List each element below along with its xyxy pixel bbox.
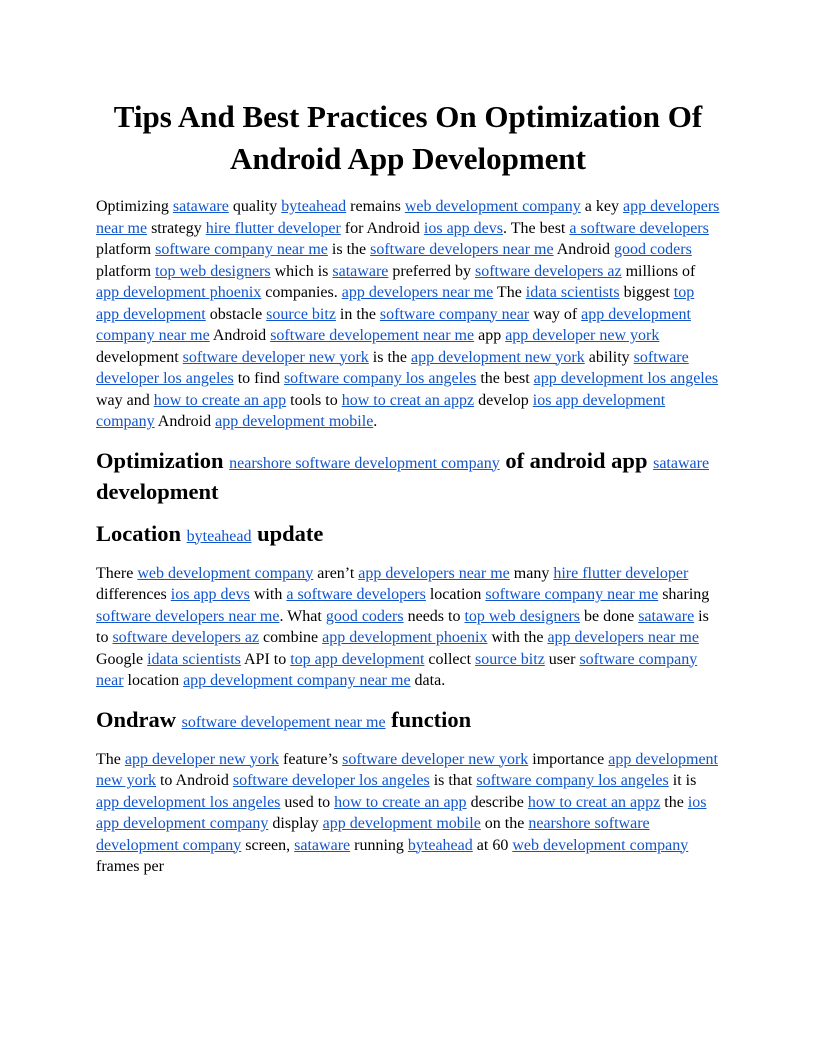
inline-link[interactable]: app developer new york — [124, 750, 280, 768]
inline-link[interactable]: app developers near me — [96, 198, 720, 237]
text-run: needs to — [403, 607, 465, 625]
inline-link[interactable]: software developer los angeles — [232, 772, 430, 789]
text-run: The — [493, 284, 526, 301]
inline-link[interactable]: how to creat an appz — [341, 391, 475, 409]
inline-link[interactable]: sataware — [653, 454, 710, 472]
inline-link[interactable]: software developer los angeles — [96, 348, 689, 387]
text-run: Android — [209, 327, 271, 344]
text-run: importance — [528, 750, 609, 768]
text-run: feature’s — [279, 750, 343, 768]
inline-link[interactable]: sataware — [332, 262, 389, 280]
text-run: API to — [240, 650, 291, 668]
inline-link[interactable]: app development los angeles — [96, 793, 281, 811]
text-run: a key — [580, 198, 623, 215]
text-run: display — [268, 815, 323, 832]
text-run: Optimizing — [96, 198, 173, 215]
inline-link[interactable]: app development company near me — [183, 672, 411, 689]
text-run: collect — [424, 650, 476, 668]
inline-link[interactable]: app developers near me — [358, 564, 510, 582]
text-run: many — [509, 564, 554, 582]
inline-link[interactable]: sataware — [638, 607, 695, 625]
text-run: development — [96, 478, 219, 504]
inline-link[interactable]: software developement near me — [270, 327, 475, 344]
inline-link[interactable]: app development new york — [411, 348, 585, 366]
text-run: location — [425, 586, 486, 603]
inline-link[interactable]: ios app development company — [96, 793, 707, 832]
text-run: running — [350, 836, 408, 854]
inline-link[interactable]: software developers az — [112, 629, 260, 646]
text-run: data. — [410, 672, 446, 689]
inline-link[interactable]: source bitz — [475, 650, 545, 668]
inline-link[interactable]: app developers near me — [547, 629, 699, 646]
text-run: way of — [529, 305, 582, 323]
text-run: update — [251, 520, 324, 546]
inline-link[interactable]: top app development — [290, 650, 425, 668]
inline-link[interactable]: software company near me — [485, 586, 659, 603]
inline-link[interactable]: app development phoenix — [96, 284, 262, 301]
text-run: Ondraw — [96, 706, 182, 732]
inline-link[interactable]: byteahead — [186, 527, 252, 545]
text-run: develop — [474, 391, 533, 409]
text-run: aren’t — [313, 564, 359, 582]
inline-link[interactable]: idata scientists — [147, 650, 241, 668]
inline-link[interactable]: top web designers — [155, 262, 271, 280]
text-run: sharing — [658, 586, 710, 603]
intro-paragraph — [96, 196, 720, 433]
text-run: development — [96, 348, 183, 366]
inline-link[interactable]: app development new york — [96, 750, 718, 789]
section-heading-optimization — [96, 447, 720, 506]
inline-link[interactable]: software company los angeles — [476, 772, 669, 789]
inline-link[interactable]: software developement near me — [181, 713, 386, 731]
text-run: is the — [327, 241, 371, 258]
inline-link[interactable]: software developers near me — [96, 607, 280, 625]
inline-link[interactable]: how to creat an appz — [527, 793, 661, 811]
text-run: at 60 — [472, 836, 513, 854]
inline-link[interactable]: app developer new york — [505, 327, 660, 344]
text-run: in the — [335, 305, 380, 323]
text-run: companies. — [261, 284, 342, 301]
text-run: The — [96, 750, 125, 768]
text-run: quality — [228, 198, 282, 215]
section-heading-location — [96, 520, 720, 551]
text-run: app — [474, 327, 506, 344]
inline-link[interactable]: idata scientists — [525, 284, 620, 301]
text-run: which is — [270, 262, 333, 280]
inline-link[interactable]: app development company near me — [96, 305, 691, 344]
inline-link[interactable]: sataware — [294, 836, 351, 854]
text-run: preferred by — [388, 262, 475, 280]
inline-link[interactable]: app development mobile — [215, 413, 374, 430]
inline-link[interactable]: software company los angeles — [283, 370, 477, 387]
text-run: differences — [96, 586, 171, 603]
text-run: to find — [233, 370, 284, 387]
inline-link[interactable]: ios app development company — [96, 391, 666, 430]
inline-link[interactable]: software company near me — [155, 241, 328, 258]
inline-link[interactable]: app development los angeles — [533, 370, 719, 387]
text-run: ability — [584, 348, 634, 366]
text-run: combine — [259, 629, 323, 646]
inline-link[interactable]: software developer new york — [342, 750, 529, 768]
inline-link[interactable]: top web designers — [464, 607, 580, 625]
text-run: describe — [466, 793, 528, 811]
inline-link[interactable]: web development company — [137, 564, 314, 582]
inline-link[interactable]: nearshore software development company — [229, 454, 500, 472]
inline-link[interactable]: app development phoenix — [322, 629, 488, 646]
inline-link[interactable]: nearshore software development company — [96, 815, 650, 854]
text-run: is the — [368, 348, 412, 366]
text-run: is that — [429, 772, 477, 789]
inline-link[interactable]: source bitz — [266, 305, 336, 323]
inline-link[interactable]: app developers near me — [341, 284, 494, 301]
text-run: obstacle — [205, 305, 267, 323]
text-run: strategy — [147, 219, 206, 237]
text-run: used to — [280, 793, 335, 811]
ondraw-paragraph — [96, 749, 720, 878]
inline-link[interactable]: ios app devs — [423, 219, 503, 237]
text-run: function — [385, 706, 472, 732]
text-run: frames per — [96, 858, 164, 875]
text-run: Google — [96, 650, 148, 668]
text-run: the — [660, 793, 688, 811]
inline-link[interactable]: top app development — [96, 284, 695, 323]
inline-link[interactable]: software developers az — [475, 262, 622, 280]
text-run: to Android — [155, 772, 233, 789]
text-run: There — [96, 564, 138, 582]
location-paragraph — [96, 563, 720, 692]
text-run: way and — [96, 391, 154, 409]
text-run: it is — [668, 772, 697, 789]
inline-link[interactable]: a software developers — [569, 219, 709, 237]
text-run: with — [249, 586, 287, 603]
text-run: platform — [96, 241, 156, 258]
text-run: user — [544, 650, 580, 668]
inline-link[interactable]: ios app devs — [170, 586, 250, 603]
inline-link[interactable]: how to create an app — [334, 793, 467, 811]
inline-link[interactable]: byteahead — [281, 198, 347, 215]
text-run: location — [123, 672, 184, 689]
inline-link[interactable]: byteahead — [407, 836, 473, 854]
section-heading-ondraw — [96, 706, 720, 737]
text-run: Android — [154, 413, 216, 430]
inline-link[interactable]: sataware — [172, 198, 229, 215]
inline-link[interactable]: web development company — [512, 836, 689, 854]
inline-link[interactable]: app development mobile — [322, 815, 481, 832]
inline-link[interactable]: software developer new york — [182, 348, 369, 366]
inline-link[interactable]: software company near — [379, 305, 530, 323]
inline-link[interactable]: how to create an app — [153, 391, 287, 409]
text-run: screen, — [241, 836, 295, 854]
text-run: on the — [480, 815, 529, 832]
text-run: with the — [487, 629, 548, 646]
inline-link[interactable]: good coders — [325, 607, 404, 625]
text-run: tools to — [286, 391, 342, 409]
text-run: . The best — [503, 219, 570, 237]
text-run: Optimization — [96, 447, 230, 473]
text-run: be done — [580, 607, 639, 625]
text-run: is to — [96, 607, 709, 646]
inline-link[interactable]: hire flutter developer — [205, 219, 341, 237]
text-run: of android app — [499, 447, 654, 473]
text-run: platform — [96, 262, 156, 280]
inline-link[interactable]: hire flutter developer — [553, 564, 689, 582]
text-run: for Android — [340, 219, 424, 237]
inline-link[interactable]: software company near — [96, 650, 698, 689]
inline-link[interactable]: good coders — [614, 241, 692, 258]
text-run: remains — [346, 198, 405, 215]
text-run: Location — [96, 520, 187, 546]
text-run: the best — [476, 370, 534, 387]
text-run: . What — [279, 607, 326, 625]
inline-link[interactable]: a software developers — [286, 586, 426, 603]
text-run: Android — [553, 241, 615, 258]
text-run: millions of — [621, 262, 696, 280]
text-run: . — [373, 413, 378, 430]
inline-link[interactable]: software developers near me — [370, 241, 554, 258]
inline-link[interactable]: web development company — [404, 198, 581, 215]
document-page — [96, 96, 720, 890]
document-title: Tips And Best Practices On Optimization Of Android App Development — [113, 99, 703, 176]
text-run: biggest — [619, 284, 674, 301]
